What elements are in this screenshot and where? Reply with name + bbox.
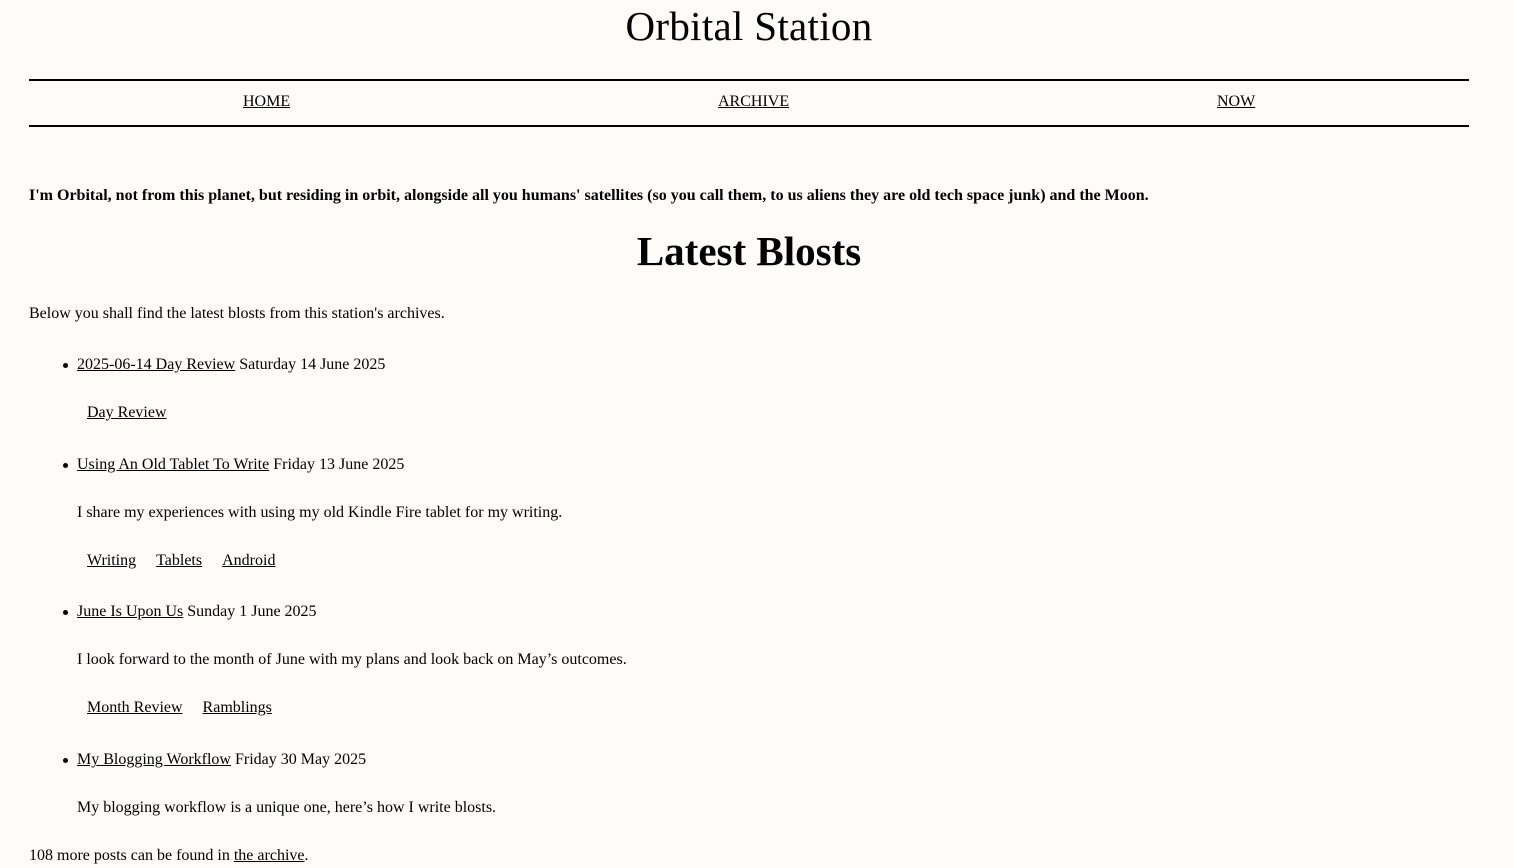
- post-header: [77, 454, 404, 476]
- post-date: Friday 30 May 2025: [234, 751, 367, 768]
- post-header: [77, 354, 385, 376]
- post-description: I look forward to the month of June with my plans and look back on May’s outcomes.: [77, 651, 627, 668]
- tag-link[interactable]: Writing: [87, 552, 137, 569]
- archive-link[interactable]: the archive: [233, 847, 305, 864]
- post-description: My blogging workflow is a unique one, here’s how I write blosts.: [77, 799, 497, 816]
- post-title-link[interactable]: June Is Upon Us: [77, 603, 184, 620]
- post-title-link[interactable]: 2025-06-14 Day Review: [77, 356, 236, 373]
- tag-link[interactable]: Month Review: [87, 699, 183, 716]
- footer-text: 108 more posts can be found in: [29, 847, 234, 864]
- post-tags: [87, 697, 292, 719]
- latest-blosts-lead: Below you shall find the latest blosts from this station's archives.: [29, 305, 445, 322]
- post-item: [77, 749, 497, 816]
- post-title-link[interactable]: My Blogging Workflow: [77, 751, 231, 768]
- tag-link[interactable]: Tablets: [156, 552, 203, 569]
- post-header: [77, 601, 317, 623]
- post-description: I share my experiences with using my old Kindle Fire tablet for my writing.: [77, 504, 563, 521]
- tag-link[interactable]: Android: [222, 552, 276, 569]
- archive-footer: [29, 845, 308, 867]
- footer-period: .: [304, 847, 309, 864]
- post-header: [77, 749, 366, 771]
- nav-home-link[interactable]: HOME: [243, 93, 291, 110]
- tag-link[interactable]: Ramblings: [202, 699, 272, 716]
- post-item: [77, 601, 627, 716]
- post-item: [77, 354, 386, 421]
- main-nav: [29, 79, 1469, 127]
- post-tags: [87, 550, 295, 572]
- post-item: [77, 454, 563, 569]
- post-date: Friday 13 June 2025: [273, 456, 405, 473]
- post-title-link[interactable]: Using An Old Tablet To Write: [77, 456, 270, 473]
- nav-archive-link[interactable]: ARCHIVE: [718, 93, 790, 110]
- nav-now-link[interactable]: NOW: [1217, 93, 1256, 110]
- tag-link[interactable]: Day Review: [87, 404, 167, 421]
- post-date: Sunday 1 June 2025: [187, 603, 317, 620]
- latest-blosts-heading: Latest Blosts: [636, 228, 862, 274]
- site-title: Orbital Station: [625, 3, 873, 49]
- post-tags: [87, 402, 187, 424]
- post-date: Saturday 14 June 2025: [239, 356, 386, 373]
- intro-text: I'm Orbital, not from this planet, but residing in orbit, alongside all you humans' satellites (so you call them, to us aliens they are old tech space junk) and the Moon.: [29, 187, 1149, 204]
